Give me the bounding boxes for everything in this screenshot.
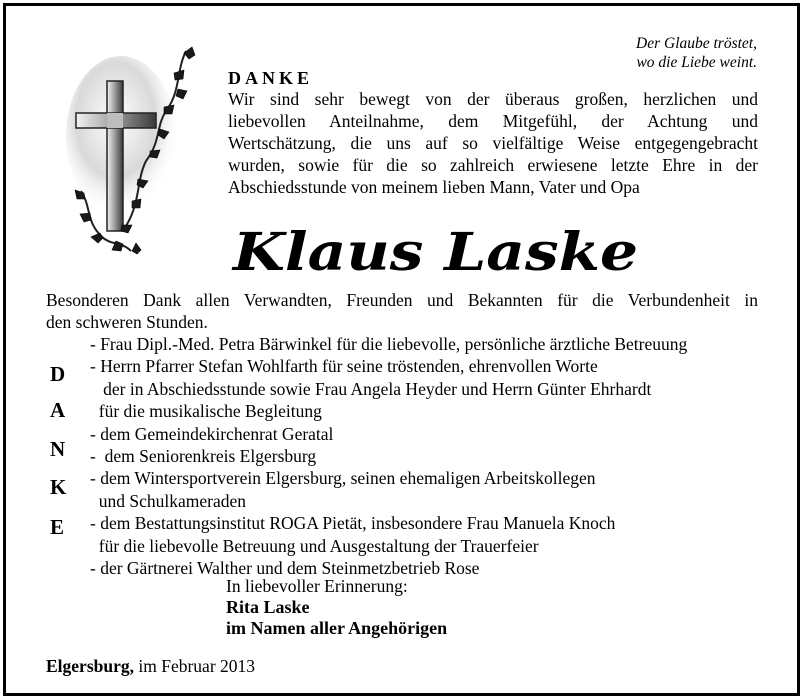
list-item: für die musikalische Begleitung	[90, 401, 322, 422]
place: Elgersburg,	[46, 656, 134, 676]
thanks-line: Besonderen Dank allen Verwandten, Freunden und Bekannten für die Verbundenheit in	[46, 290, 758, 310]
list-item: - der Gärtnerei Walther und dem Steinmetzbetrieb Rose	[90, 558, 480, 579]
side-letter: N	[50, 437, 66, 461]
signoff	[226, 576, 447, 639]
side-letter: K	[50, 475, 67, 499]
cross-with-ivy-icon	[66, 41, 216, 261]
list-item: für die liebevolle Betreuung und Ausgestaltung der Trauerfeier	[90, 535, 539, 556]
list-item: - Frau Dipl.-Med. Petra Bärwinkel für die liebevolle, persönliche ärztliche Betreuung	[90, 334, 688, 354]
motto	[636, 34, 757, 72]
thanks-list	[90, 333, 687, 579]
list-item: - dem Gemeindekirchenrat Geratal	[90, 423, 334, 444]
list-item: der in Abschiedsstunde sowie Frau Angela Heyder und Herrn Günter Ehrhardt	[90, 378, 652, 399]
side-letter: E	[50, 515, 65, 539]
signoff-name: Rita Laske	[226, 597, 310, 617]
intro-line: Wir sind sehr bewegt von der überaus großen, herzlichen und	[228, 89, 758, 109]
intro-paragraph	[228, 88, 758, 198]
intro-line: Wertschätzung, die uns auf so vielfältige Weise entgegengebracht	[228, 133, 758, 153]
obituary-notice	[3, 3, 800, 696]
list-item: und Schulkameraden	[90, 490, 246, 511]
motto-line: wo die Liebe weint.	[636, 54, 757, 71]
signoff-family: im Namen aller Angehörigen	[226, 618, 448, 638]
intro-line: wurden, sowie für die so zahlreich erwiesene letzte Ehre in der	[228, 155, 758, 175]
intro-line: Abschiedsstunde von meinem lieben Mann, Vater und Opa	[228, 177, 640, 197]
list-item: - dem Bestattungsinstitut ROGA Pietät, insbesondere Frau Manuela Knoch	[90, 513, 616, 534]
thanks-line: den schweren Stunden.	[46, 312, 208, 332]
side-letter: D	[50, 362, 66, 386]
motto-line: Der Glaube tröstet,	[636, 35, 757, 52]
signoff-intro: In liebevoller Erinnerung:	[226, 576, 408, 596]
list-item: - dem Wintersportverein Elgersburg, seinen ehemaligen Arbeitskollegen	[90, 468, 596, 489]
thanks-paragraph	[46, 289, 758, 333]
list-item: - dem Seniorenkreis Elgersburg	[90, 446, 317, 467]
deceased-name-text: Klaus Laske	[230, 222, 638, 283]
list-item: - Herrn Pfarrer Stefan Wohlfarth für seine tröstenden, ehrenvollen Worte	[90, 356, 598, 377]
deceased-name	[228, 218, 648, 284]
heading: DANKE	[228, 68, 314, 88]
intro-line: liebevollen Anteilnahme, dem Mitgefühl, der Achtung und	[228, 111, 758, 131]
date: im Februar 2013	[138, 656, 256, 676]
side-letter: A	[50, 398, 66, 422]
place-date	[46, 656, 255, 677]
